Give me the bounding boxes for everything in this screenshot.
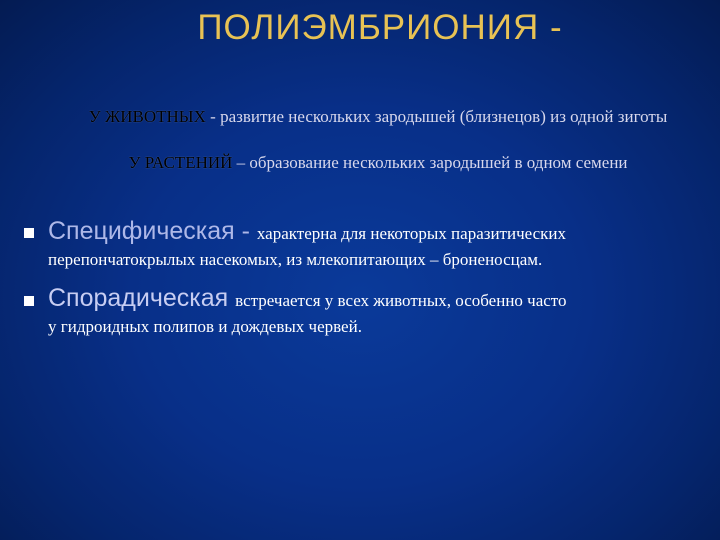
list-item-term: Спорадическая (48, 284, 236, 312)
list-item-sporadic (48, 284, 708, 339)
bullet-square-icon (24, 228, 34, 238)
bullet-square-icon (24, 296, 34, 306)
list-item-continuation: у гидроидных полипов и дождевых червей. (48, 317, 362, 336)
definition-animals-text: - развитие нескольких зародышей (близнецов) из одной зиготы (205, 107, 668, 126)
list-item-specific (48, 217, 708, 272)
definition-plants-lead: У РАСТЕНИЙ (128, 153, 233, 172)
list-item-term: Специфическая - (48, 217, 257, 245)
definition-animals (40, 106, 716, 128)
list-item-desc: характерна для некоторых паразитических (256, 224, 567, 243)
definition-animals-lead: У ЖИВОТНЫХ (88, 107, 206, 126)
list-item-desc: встречается у всех животных, особенно часто (235, 291, 567, 310)
definition-plants (40, 152, 716, 174)
slide-title: ПОЛИЭМБРИОНИЯ - (197, 8, 563, 47)
definition-plants-text: – образование нескольких зародышей в одном семени (232, 153, 628, 172)
list-item-continuation: перепончатокрылых насекомых, из млекопитающих – броненосцам. (48, 250, 543, 269)
